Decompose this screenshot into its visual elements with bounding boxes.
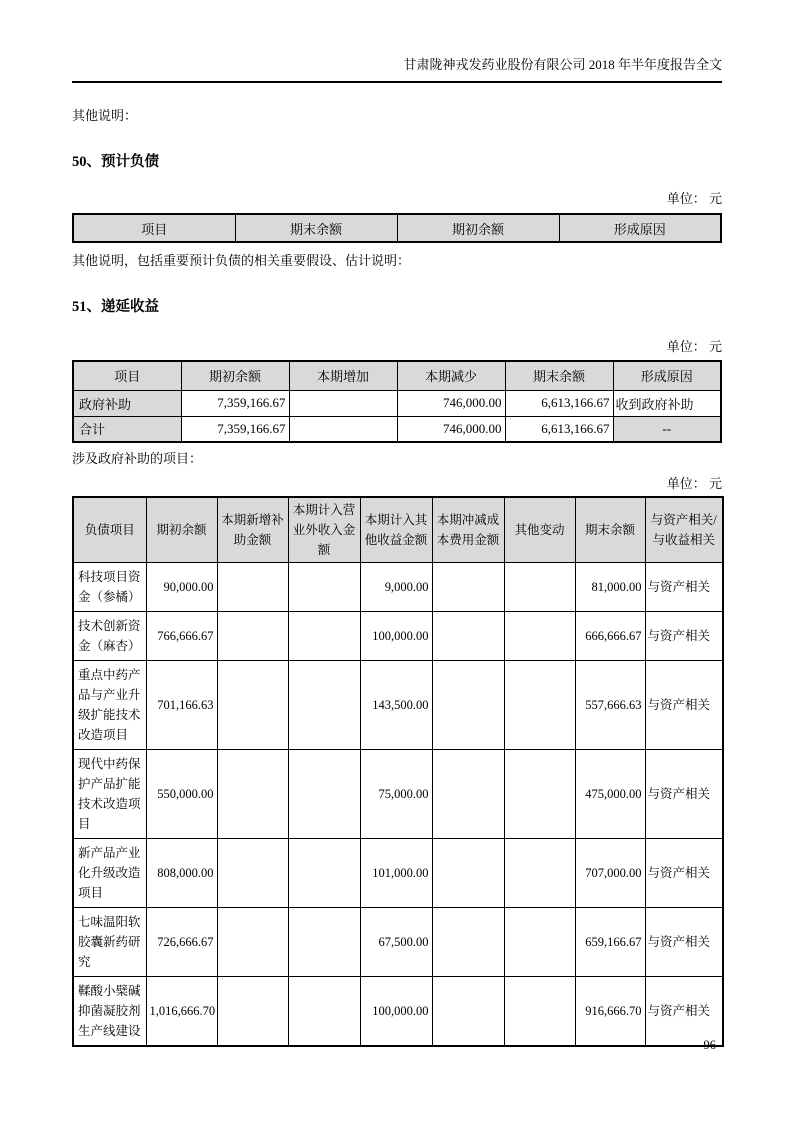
- estimated-liabilities-table: [72, 213, 722, 243]
- table-row: [73, 416, 721, 442]
- cell-related: 与资产相关: [645, 750, 723, 839]
- column-header: 本期新增补助金额: [217, 497, 288, 563]
- cell-related: 与资产相关: [645, 908, 723, 977]
- cell-value: [432, 977, 504, 1047]
- cell-value: 81,000.00: [575, 563, 645, 612]
- column-header: 期末余额: [505, 361, 613, 390]
- cell-related: 与资产相关: [645, 612, 723, 661]
- cell-value: 9,000.00: [360, 563, 432, 612]
- cell-value: 90,000.00: [146, 563, 217, 612]
- cell-value: [288, 750, 360, 839]
- cell-project: 技术创新资金（麻杏）: [73, 612, 146, 661]
- cell-value: 701,166.63: [146, 661, 217, 750]
- cell-value: 659,166.67: [575, 908, 645, 977]
- subsidy-note: 涉及政府补助的项目：: [72, 451, 203, 466]
- unit-label-1: 单位： 元: [666, 191, 722, 206]
- unit-label-2: 单位： 元: [666, 339, 722, 354]
- cell-value: [288, 661, 360, 750]
- table-row: [73, 661, 723, 750]
- table-header-row: [73, 497, 723, 563]
- column-header: 形成原因: [613, 361, 721, 390]
- cell-value: 6,613,166.67: [505, 390, 613, 416]
- column-header: 其他变动: [504, 497, 575, 563]
- cell-value: [217, 661, 288, 750]
- table-header-row: [73, 214, 721, 242]
- table-row: [73, 612, 723, 661]
- cell-value: [288, 977, 360, 1047]
- subsidy-projects-table: [72, 496, 724, 1047]
- cell-value: 75,000.00: [360, 750, 432, 839]
- cell-value: [504, 661, 575, 750]
- cell-value: [288, 839, 360, 908]
- cell-related: 与资产相关: [645, 661, 723, 750]
- cell-value: 6,613,166.67: [505, 416, 613, 442]
- cell-value: [217, 839, 288, 908]
- column-header: 期初余额: [181, 361, 289, 390]
- column-header: 项目: [73, 361, 181, 390]
- cell-value: 143,500.00: [360, 661, 432, 750]
- cell-item: 合计: [73, 416, 181, 442]
- cell-value: [504, 908, 575, 977]
- cell-value: [217, 612, 288, 661]
- unit-label-3: 单位： 元: [666, 476, 722, 491]
- column-header: 负债项目: [73, 497, 146, 563]
- column-header: 期初余额: [397, 214, 559, 242]
- cell-value: 7,359,166.67: [181, 390, 289, 416]
- cell-value: 475,000.00: [575, 750, 645, 839]
- cell-value: 550,000.00: [146, 750, 217, 839]
- report-header: 甘肃陇神戎发药业股份有限公司 2018 年半年度报告全文: [72, 0, 722, 83]
- table-row: [73, 750, 723, 839]
- cell-value: [288, 908, 360, 977]
- cell-value: [289, 416, 397, 442]
- cell-value: [504, 612, 575, 661]
- table-row: [73, 563, 723, 612]
- cell-value: 726,666.67: [146, 908, 217, 977]
- cell-project: 七味温阳软胶囊新药研究: [73, 908, 146, 977]
- cell-value: [504, 977, 575, 1047]
- cell-value: [217, 563, 288, 612]
- column-header: 项目: [73, 214, 235, 242]
- cell-value: 101,000.00: [360, 839, 432, 908]
- column-header: 期初余额: [146, 497, 217, 563]
- cell-project: 鞣酸小檗碱抑菌凝胶剂生产线建设: [73, 977, 146, 1047]
- cell-value: [504, 563, 575, 612]
- cell-value: [288, 563, 360, 612]
- cell-value: 746,000.00: [397, 390, 505, 416]
- cell-value: [289, 390, 397, 416]
- cell-item: 政府补助: [73, 390, 181, 416]
- cell-value: [432, 661, 504, 750]
- section-51-title: 51、递延收益: [72, 299, 159, 315]
- cell-value: 766,666.67: [146, 612, 217, 661]
- column-header: 本期计入其他收益金额: [360, 497, 432, 563]
- cell-value: [432, 908, 504, 977]
- cell-related: 与资产相关: [645, 977, 723, 1047]
- cell-value: 1,016,666.70: [146, 977, 217, 1047]
- section-50-title: 50、预计负债: [72, 154, 159, 170]
- deferred-income-table: [72, 360, 722, 443]
- cell-value: 666,666.67: [575, 612, 645, 661]
- column-header: 本期计入营业外收入金额: [288, 497, 360, 563]
- cell-reason: --: [613, 416, 721, 442]
- cell-value: 67,500.00: [360, 908, 432, 977]
- column-header: 本期冲减成本费用金额: [432, 497, 504, 563]
- cell-related: 与资产相关: [645, 563, 723, 612]
- cell-value: [432, 563, 504, 612]
- page-content: [72, 0, 722, 1047]
- column-header: 形成原因: [559, 214, 721, 242]
- cell-value: 808,000.00: [146, 839, 217, 908]
- cell-project: 科技项目资金（参橘）: [73, 563, 146, 612]
- cell-value: 100,000.00: [360, 612, 432, 661]
- cell-value: [217, 977, 288, 1047]
- table-row: [73, 839, 723, 908]
- cell-value: [432, 750, 504, 839]
- page-number: 96: [703, 1038, 716, 1052]
- table-row: [73, 977, 723, 1047]
- column-header: 本期增加: [289, 361, 397, 390]
- column-header: 期末余额: [235, 214, 397, 242]
- table-row: [73, 908, 723, 977]
- cell-project: 现代中药保护产品扩能技术改造项目: [73, 750, 146, 839]
- column-header: 期末余额: [575, 497, 645, 563]
- cell-value: [504, 750, 575, 839]
- cell-project: 新产品产业化升级改造项目: [73, 839, 146, 908]
- section-50-note: 其他说明，包括重要预计负债的相关重要假设、估计说明：: [72, 253, 411, 268]
- cell-value: [217, 750, 288, 839]
- cell-value: [432, 839, 504, 908]
- cell-value: [288, 612, 360, 661]
- cell-value: 557,666.63: [575, 661, 645, 750]
- column-header: 本期减少: [397, 361, 505, 390]
- cell-value: 707,000.00: [575, 839, 645, 908]
- table-row: [73, 390, 721, 416]
- cell-value: 100,000.00: [360, 977, 432, 1047]
- cell-project: 重点中药产品与产业升级扩能技术改造项目: [73, 661, 146, 750]
- cell-value: 746,000.00: [397, 416, 505, 442]
- cell-related: 与资产相关: [645, 839, 723, 908]
- cell-value: 7,359,166.67: [181, 416, 289, 442]
- cell-value: [504, 839, 575, 908]
- table-header-row: [73, 361, 721, 390]
- column-header: 与资产相关/与收益相关: [645, 497, 723, 563]
- other-note: 其他说明：: [72, 108, 138, 123]
- cell-value: 916,666.70: [575, 977, 645, 1047]
- cell-reason: 收到政府补助: [613, 390, 721, 416]
- cell-value: [432, 612, 504, 661]
- cell-value: [217, 908, 288, 977]
